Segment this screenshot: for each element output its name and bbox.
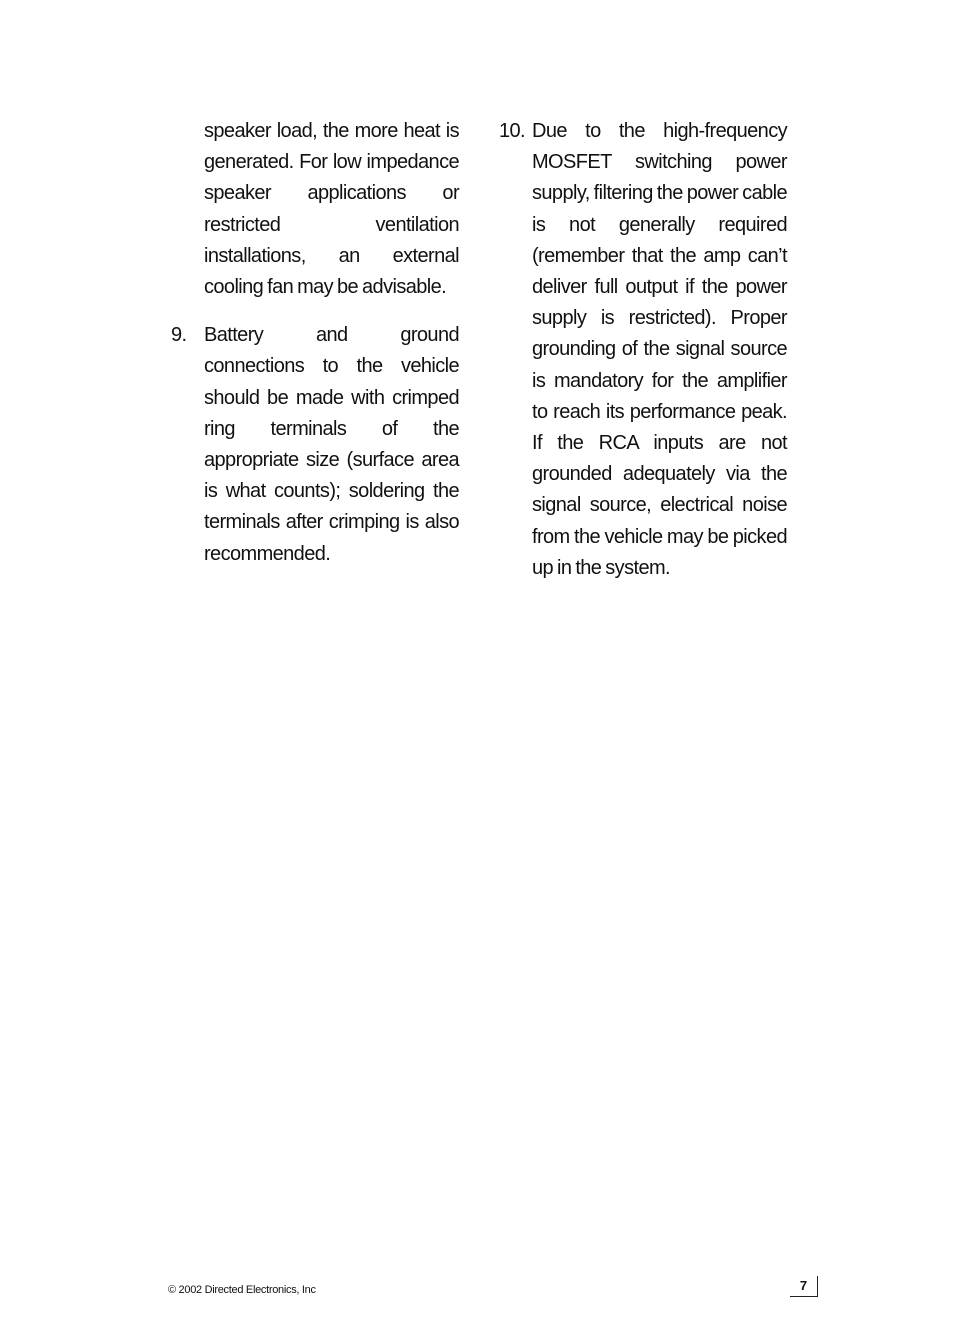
right-column xyxy=(499,116,787,584)
continued-paragraph: speaker load, the more heat is generated. For low impedance speaker applications or restricted ventilation installations, an external cooling fan may be advisable. xyxy=(204,120,459,299)
list-item-text: Battery and ground connections to the vehicle should be made with crimped ring terminals of the appropriate size (surface area is what counts); soldering the terminals after crimping is also recommended. xyxy=(204,324,459,565)
copyright-footer: © 2002 Directed Electronics, Inc xyxy=(168,1284,316,1296)
list-item-10 xyxy=(499,116,787,584)
list-item-9 xyxy=(171,320,459,570)
left-column xyxy=(171,116,459,570)
list-item-number: 9. xyxy=(171,324,187,347)
page-number: 7 xyxy=(790,1276,818,1297)
list-item-text: Due to the high-frequency MOSFET switching power supply, filtering the power cable is not generally required (remember that the amp can’t deliver full output if the power supply is restricted). Proper grounding of the signal source is mandatory for the amplifier to reach its performance peak. If the RCA inputs are not grounded adequately via the signal source, electrical noise from the vehicle may be picked up in the system. xyxy=(532,120,787,579)
list-item-number: 10. xyxy=(499,120,526,142)
